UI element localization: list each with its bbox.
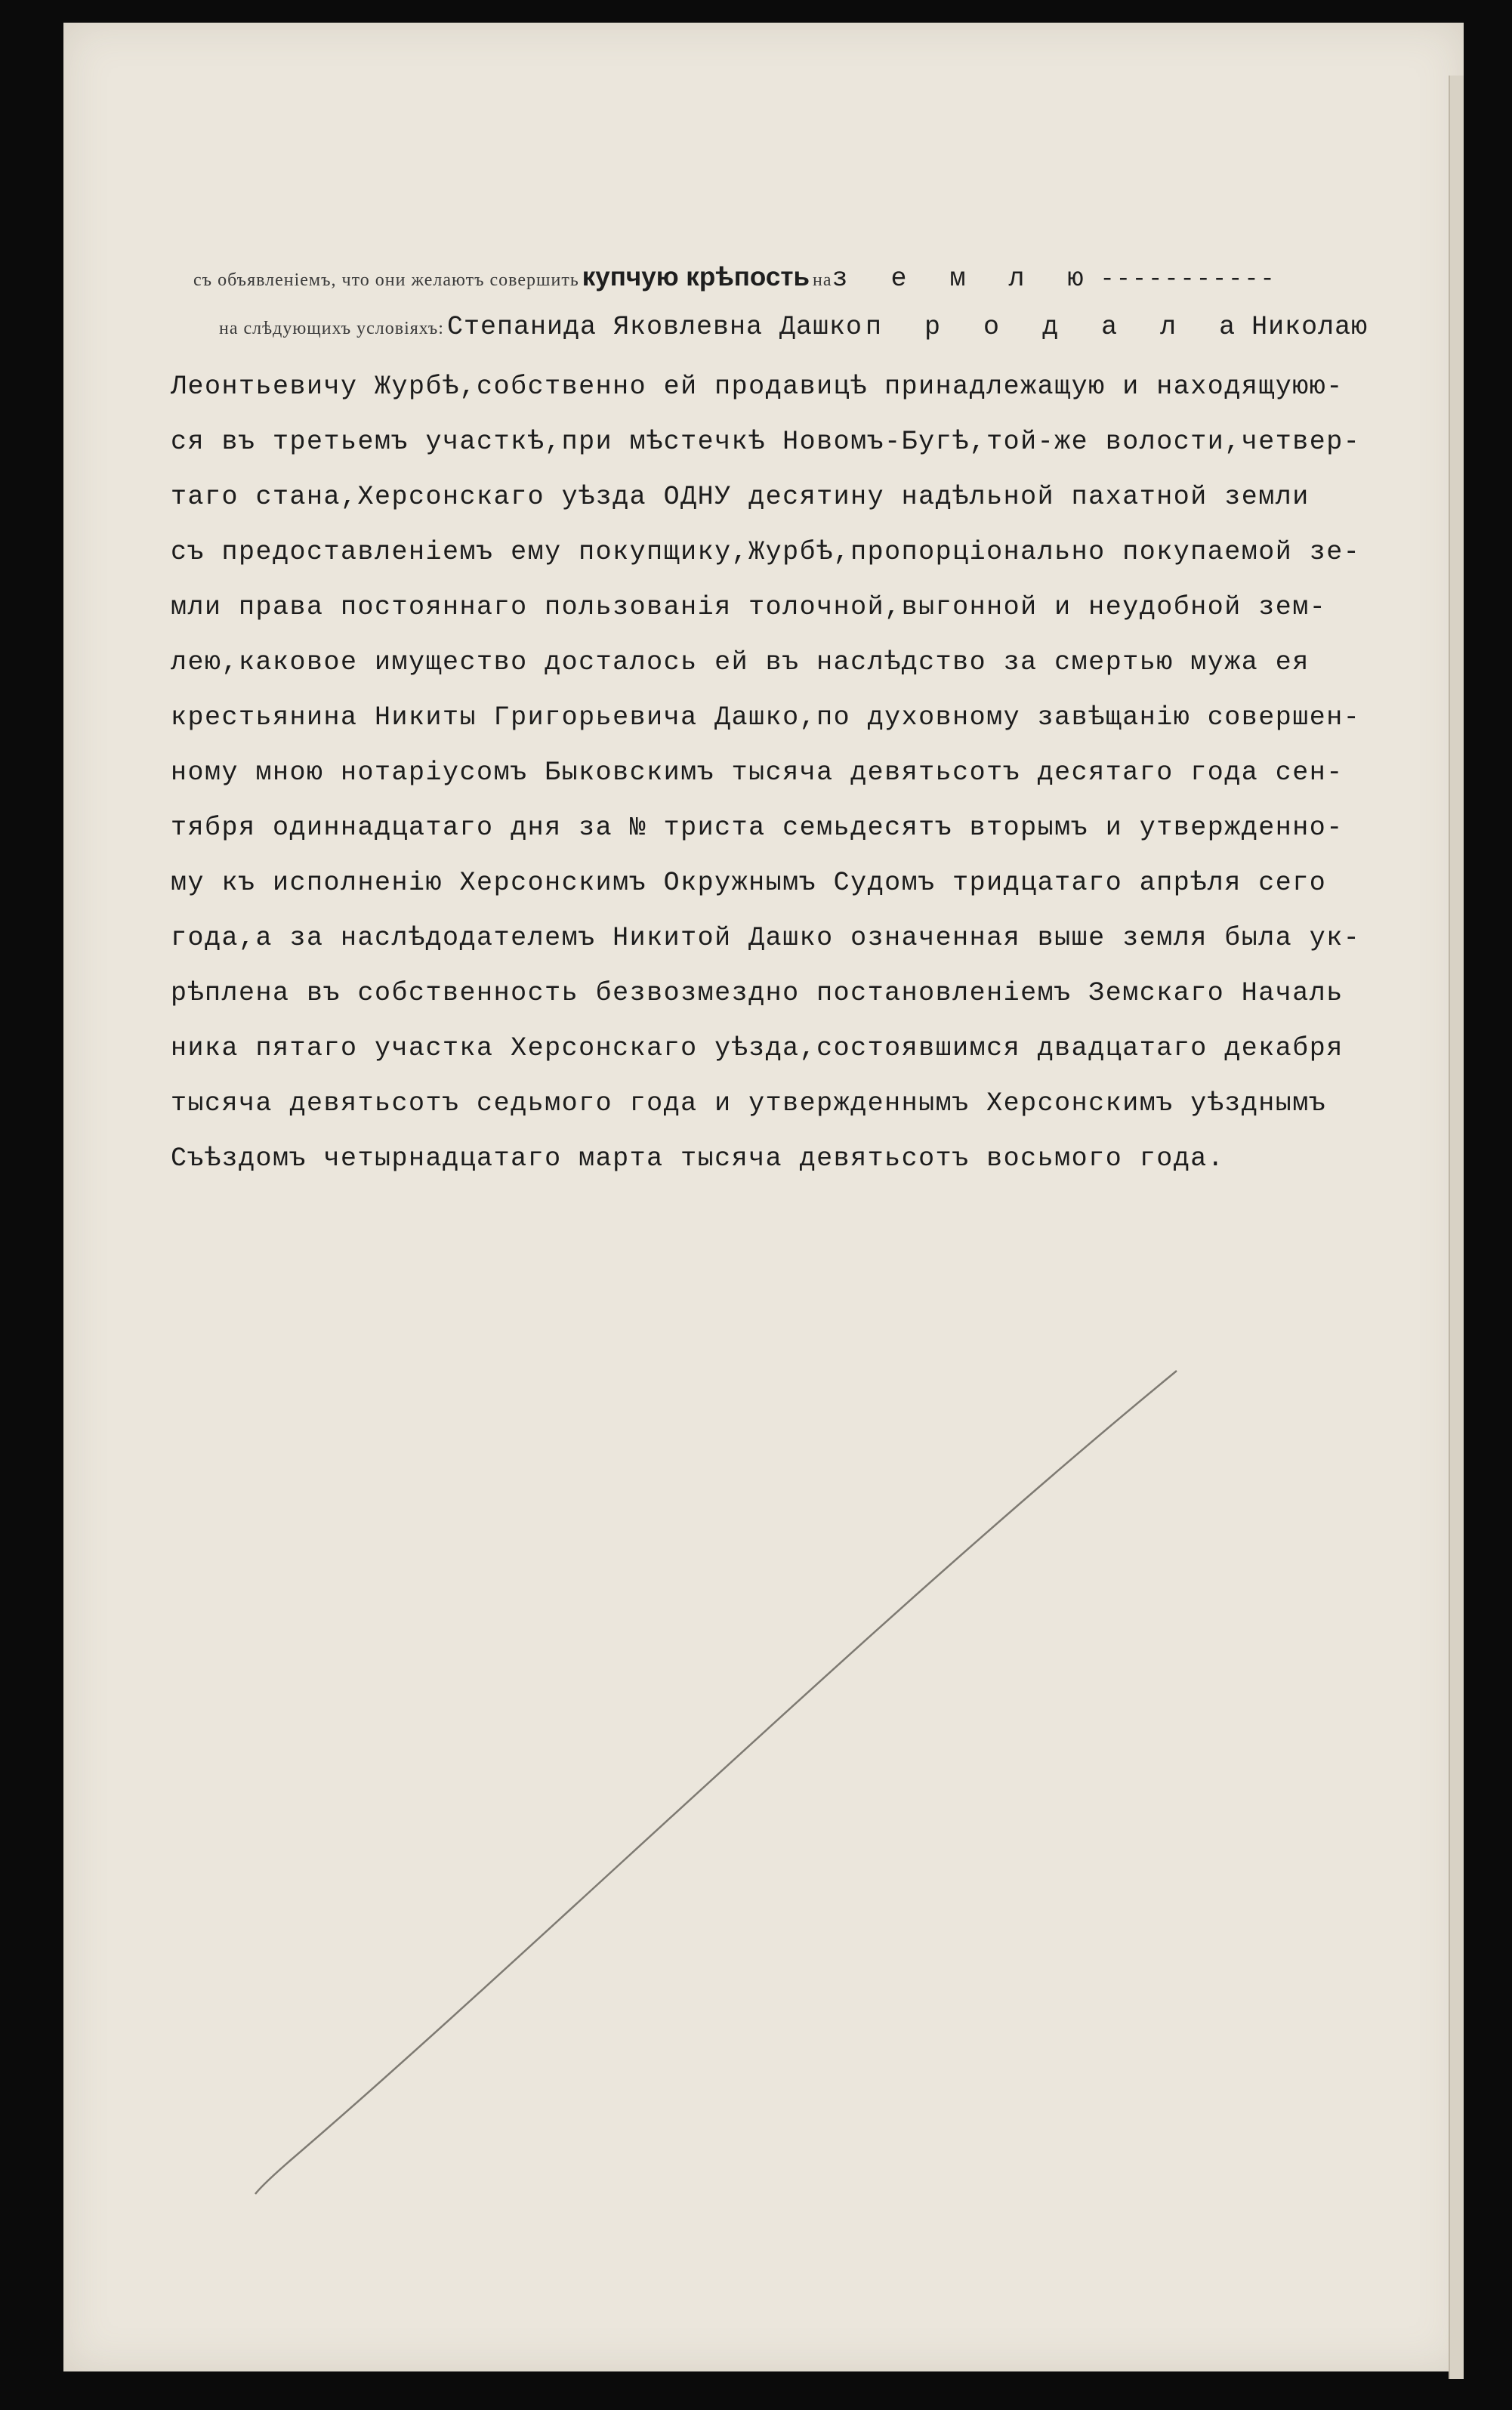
buyer-first-name: Николаю: [1251, 312, 1369, 342]
body-line: таго стана,Херсонскаго уѣзда ОДНУ десятину надѣльной пахатной земли: [171, 482, 1310, 512]
body-line: рѣплена въ собственность безвозмездно постановленіемъ Земскаго Началь: [171, 978, 1344, 1008]
body-line: ся въ третьемъ участкѣ,при мѣстечкѣ Новомъ-Бугѣ,той-же волости,четвер-: [171, 427, 1361, 457]
body-line: ника пятаго участка Херсонскаго уѣзда,состоявшимся двадцатаго декабря: [171, 1033, 1344, 1063]
deed-type-text: купчую крѣпость: [582, 262, 810, 292]
body-line: Леонтьевичу Журбѣ,собственно ей продавицѣ принадлежащую и находящуюю-: [171, 372, 1344, 402]
printed-form-text-2: на слѣдующихъ условіяхъ:: [219, 319, 444, 338]
body-line: тября одиннадцатаго дня за № триста семьдесятъ вторымъ и утвержденно-: [171, 813, 1344, 843]
body-line: му къ исполненію Херсонскимъ Окружнымъ Судомъ тридцатаго апрѣля сего: [171, 868, 1327, 898]
body-line: года,а за наслѣдодателемъ Никитой Дашко означенная выше земля была ук-: [171, 923, 1361, 953]
body-line: Съѣздомъ четырнадцатаго марта тысяча девятьсотъ восьмого года.: [171, 1143, 1225, 1174]
fill-dashes: -----------: [1100, 265, 1276, 293]
body-line: лею,каковое имущество досталось ей въ наслѣдство за смертью мужа ея: [171, 647, 1310, 677]
body-line: ному мною нотаріусомъ Быковскимъ тысяча девятьсотъ десятаго года сен-: [171, 758, 1344, 788]
body-line: тысяча девятьсотъ седьмого года и утвержденнымъ Херсонскимъ уѣзднымъ: [171, 1088, 1327, 1119]
printed-form-text-1: съ объявленіемъ, что они желаютъ совершить: [193, 270, 579, 290]
body-line: съ предоставленіемъ ему покупщику,Журбѣ,пропорціонально покупаемой зе-: [171, 537, 1361, 567]
printed-na: на: [812, 270, 832, 290]
seller-name: Степанида Яковлевна Дашко: [446, 312, 863, 342]
body-line: мли права постояннаго пользованія толочной,выгонной и неудобной зем-: [171, 592, 1327, 622]
body-line: крестьянина Никиты Григорьевича Дашко,по духовному завѣщанію совершен-: [171, 702, 1361, 733]
sold-word: п р о д а л а: [866, 312, 1249, 342]
deed-object-text: з е м л ю: [832, 264, 1097, 294]
